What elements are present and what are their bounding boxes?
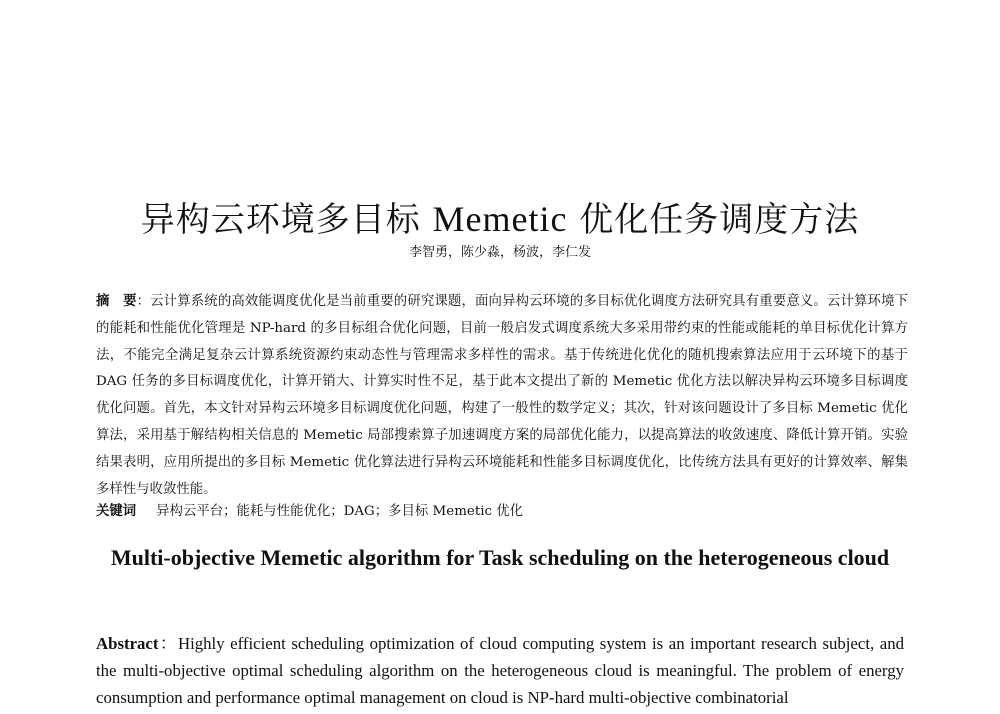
english-abstract [96, 630, 904, 711]
author-list: 李智勇，陈少淼，杨波，李仁发 [408, 245, 591, 260]
english-abstract-label: Abstract [96, 634, 159, 653]
english-title: Multi-objective Memetic algorithm for Task scheduling on the heterogeneous cloud [110, 545, 890, 570]
chinese-keywords [96, 499, 908, 525]
keywords-label: 关键词 [96, 504, 137, 519]
chinese-title [0, 192, 1000, 241]
chinese-title-part2: 优化任务调度方法 [567, 200, 860, 240]
chinese-title-latin: Memetic [432, 199, 568, 239]
keywords-text: 异构云平台；能耗与性能优化；DAG；多目标 Memetic 优化 [156, 504, 524, 519]
chinese-abstract [96, 289, 908, 503]
chinese-title-part1: 异构云环境多目标 [140, 200, 433, 240]
english-abstract-text: ：Highly efficient scheduling optimization of cloud computing system is an important research subject, and the multi-objective optimal scheduling algorithm on the heterogeneous cloud is meaningful. The problem of energy consumption and performance optimal management on cloud is NP-hard multi-objective combinatorial [96, 634, 904, 707]
chinese-abstract-text: ：云计算系统的高效能调度优化是当前重要的研究课题，面向异构云环境的多目标优化调度方法研究具有重要意义。云计算环境下的能耗和性能优化管理是 NP-hard 的多目标组合优化问题，目前一般启发式调度系统大多采用带约束的性能或能耗的单目标优化计算方法，不能完全满足复杂云计算系统资源约束动态性与管理需求多样性的需求。基于传统进化优化的随机搜索算法应用于云环境下的基于 DAG 任务的多目标调度优化，计算开销大、计算实时性不足，基于此本文提出了新的 Memetic 优化方法以解决异构云环境多目标调度优化问题。首先，本文针对异构云环境多目标调度优化问题，构建了一般性的数学定义；其次，针对该问题设计了多目标 Memetic 优化算法，采用基于解结构相关信息的 Memetic 局部搜索算子加速调度方案的局部优化能力，以提高算法的收敛速度、降低计算开销。实验结果表明，应用所提出的多目标 Memetic 优化算法进行异构云环境能耗和性能多目标调度优化，比传统方法具有更好的计算效率、解集多样性与收敛性能。 [96, 294, 908, 497]
chinese-abstract-label: 摘 要 [96, 294, 137, 309]
